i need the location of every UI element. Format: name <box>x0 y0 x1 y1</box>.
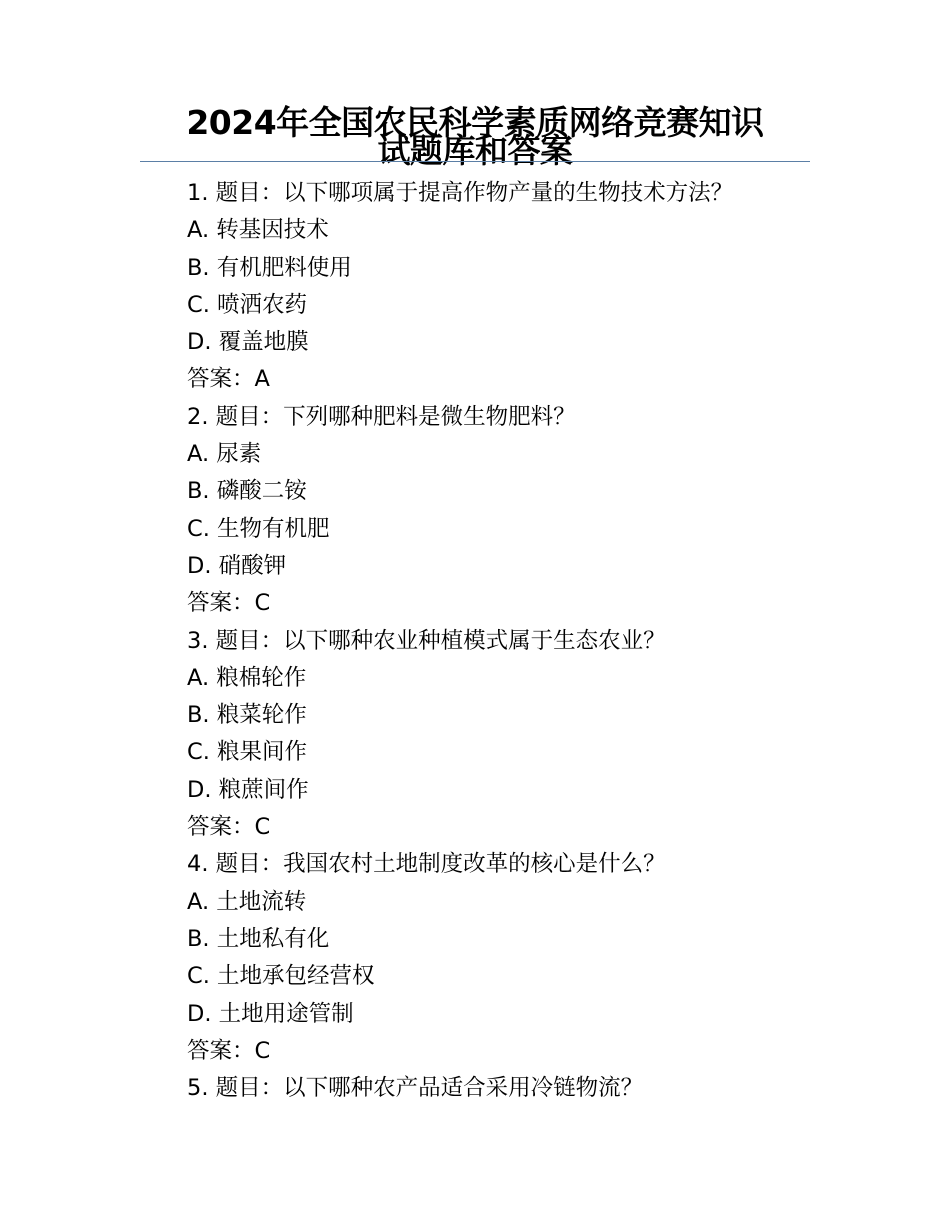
question-text: 5. 题目：以下哪种农产品适合采用冷链物流？ <box>187 1075 644 1102</box>
question-item <box>187 175 807 399</box>
option-a: A. 粮棉轮作 <box>187 664 307 691</box>
question-list <box>187 175 807 1107</box>
question-text: 4. 题目：我国农村土地制度改革的核心是什么？ <box>187 851 666 878</box>
answer-text: 答案：A <box>187 366 270 393</box>
answer-text: 答案：C <box>187 590 271 617</box>
option-a: A. 土地流转 <box>187 888 307 915</box>
question-text: 3. 题目：以下哪种农业种植模式属于生态农业？ <box>187 627 666 654</box>
question-item <box>187 1070 807 1107</box>
option-d: D. 硝酸钾 <box>187 552 287 579</box>
answer-text: 答案：C <box>187 1037 271 1064</box>
answer-text: 答案：C <box>187 814 271 841</box>
option-a: A. 尿素 <box>187 441 262 468</box>
option-d: D. 覆盖地膜 <box>187 329 309 356</box>
question-text: 1. 题目：以下哪项属于提高作物产量的生物技术方法？ <box>187 180 734 206</box>
option-c: C. 粮果间作 <box>187 739 308 766</box>
question-text: 2. 题目：下列哪种肥料是微生物肥料？ <box>187 403 576 430</box>
option-b: B. 磷酸二铵 <box>187 478 307 505</box>
title-divider <box>140 161 810 162</box>
option-c: C. 生物有机肥 <box>187 515 330 542</box>
option-c: C. 土地承包经营权 <box>187 963 375 990</box>
option-b: B. 有机肥料使用 <box>187 254 352 281</box>
option-b: B. 土地私有化 <box>187 925 330 952</box>
option-c: C. 喷洒农药 <box>187 291 308 318</box>
option-d: D. 土地用途管制 <box>187 1000 354 1027</box>
document-title <box>140 103 810 170</box>
title-line-1: 2024年全国农民科学素质网络竞赛知识 <box>186 103 764 142</box>
option-a: A. 转基因技术 <box>187 217 329 244</box>
question-item <box>187 846 807 1070</box>
question-item <box>187 623 807 847</box>
option-d: D. 粮蔗间作 <box>187 776 309 803</box>
title-line-2: 试题库和答案 <box>377 131 573 170</box>
option-b: B. 粮菜轮作 <box>187 702 307 729</box>
question-item <box>187 399 807 623</box>
